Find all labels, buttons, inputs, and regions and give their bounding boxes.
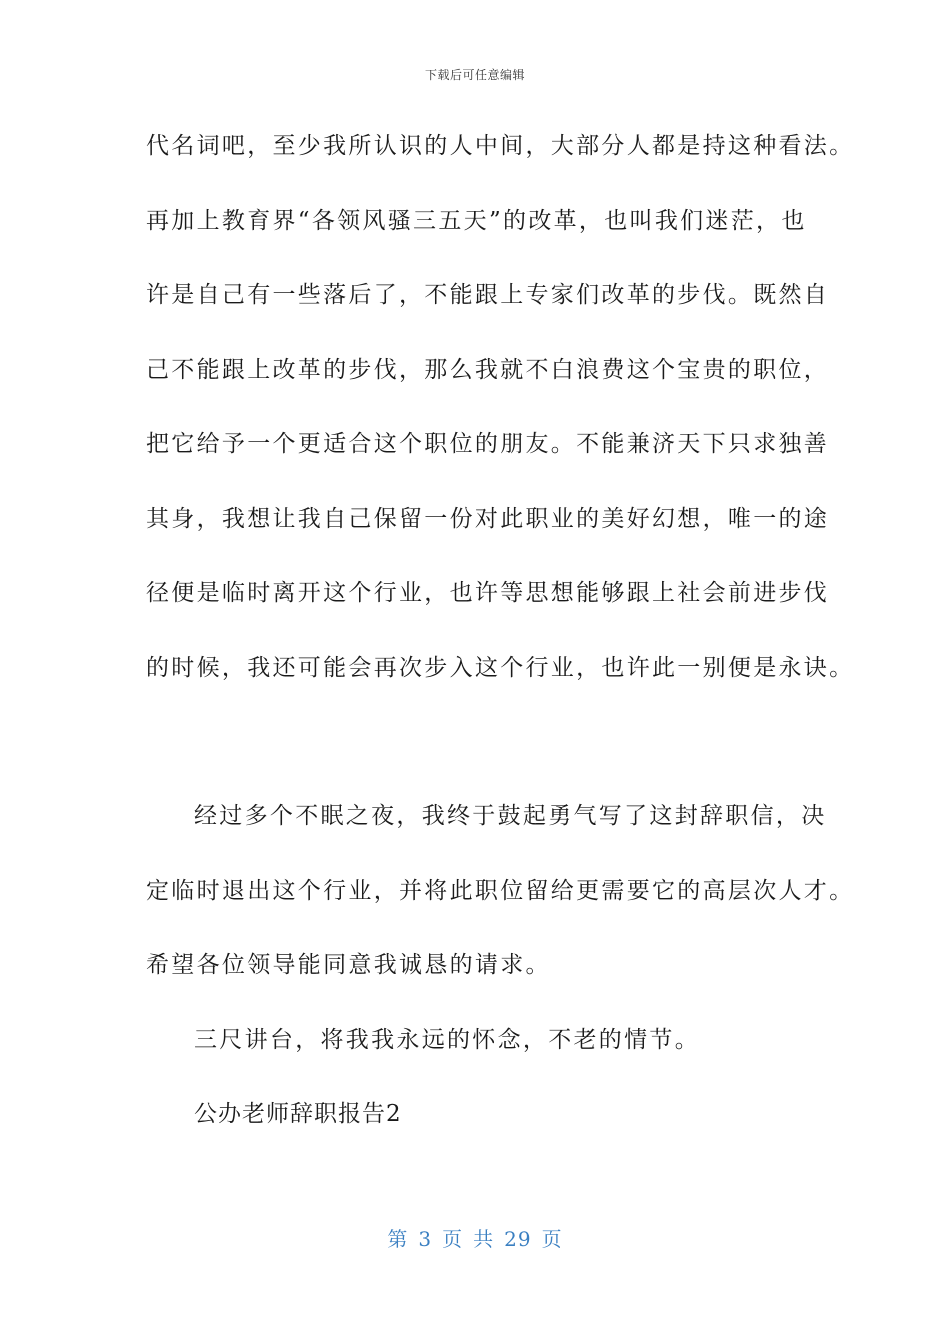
footer-total-pages: 29 bbox=[504, 1227, 532, 1251]
paragraph-3 bbox=[146, 1014, 826, 1089]
footer-gong: 共 bbox=[473, 1227, 495, 1251]
text-line: 希望各位领导能同意我诚恳的请求。 bbox=[146, 952, 551, 978]
text-line: 定临时退出这个行业，并将此职位留给更需要它的高层次人才。 bbox=[146, 877, 855, 904]
text-line: 经过多个不眠之夜，我终于鼓起勇气写了这封辞职信，决 bbox=[194, 803, 827, 829]
header-note: 下载后可任意编辑 bbox=[424, 68, 525, 82]
footer-ye-end: 页 bbox=[541, 1227, 563, 1251]
page-footer bbox=[0, 1223, 950, 1252]
paragraph-1 bbox=[146, 120, 855, 716]
text-line: 再加上教育界“各领风骚三五天”的改革，也叫我们迷茫，也 bbox=[146, 207, 807, 234]
footer-ye: 页 bbox=[442, 1227, 464, 1251]
paragraph-2 bbox=[146, 790, 855, 1014]
document-body bbox=[146, 120, 855, 1163]
section-heading: 公办老师辞职报告2 bbox=[194, 1101, 402, 1127]
text-line: 三尺讲台，将我我永远的怀念，不老的情节。 bbox=[194, 1026, 700, 1053]
footer-page-number: 3 bbox=[418, 1227, 433, 1251]
section-heading-wrapper bbox=[146, 1088, 826, 1163]
text-line: 径便是临时离开这个行业，也许等思想能够跟上社会前进步伐 bbox=[146, 580, 830, 606]
text-line: 许是自己有一些落后了，不能跟上专家们改革的步伐。既然自 bbox=[146, 282, 830, 308]
footer-di: 第 bbox=[387, 1227, 409, 1251]
text-line: 把它给予一个更适合这个职位的朋友。不能兼济天下只求独善 bbox=[146, 431, 830, 457]
text-line: 己不能跟上改革的步伐，那么我就不白浪费这个宝贵的职位， bbox=[146, 356, 830, 383]
paragraph-spacer bbox=[146, 716, 826, 790]
text-line: 的时候，我还可能会再次步入这个行业，也许此一别便是永诀。 bbox=[146, 654, 855, 681]
text-line: 代名词吧，至少我所认识的人中间，大部分人都是持这种看法。 bbox=[146, 133, 855, 159]
text-line: 其身，我想让我自己保留一份对此职业的美好幻想，唯一的途 bbox=[146, 505, 830, 532]
